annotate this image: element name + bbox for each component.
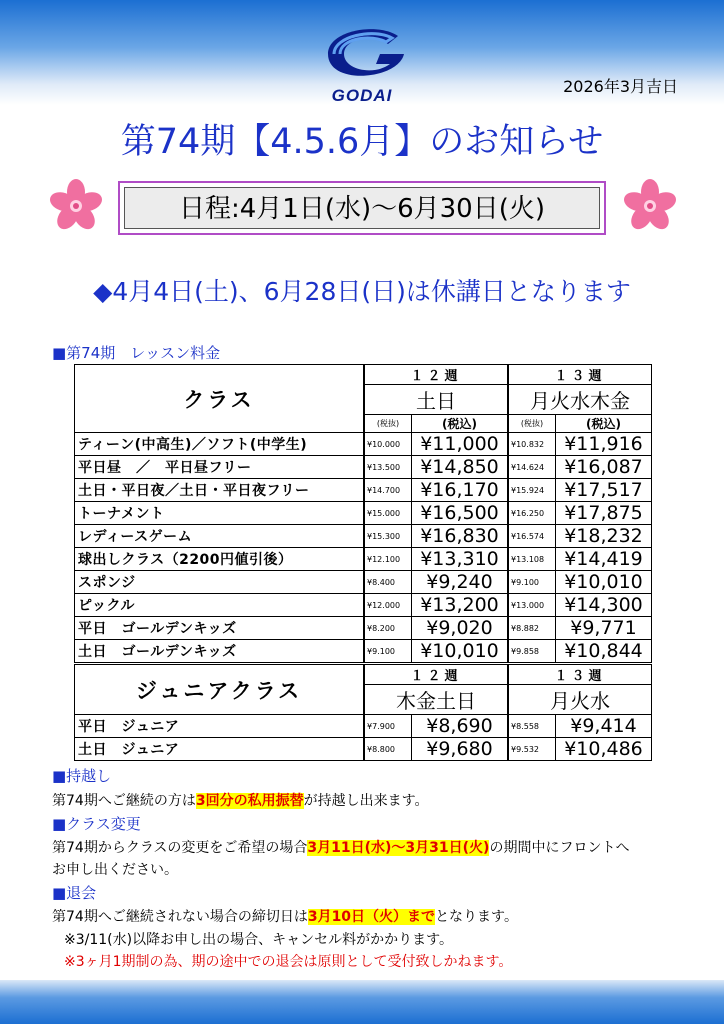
price-excl-tax: ¥10.832 — [508, 433, 556, 456]
tax-excluded-header: (税抜) — [364, 415, 412, 433]
carryover-heading: ■持越し — [52, 767, 112, 785]
price-excl-tax: ¥12.000 — [364, 594, 412, 617]
price-incl-tax: ¥10,844 — [556, 640, 652, 663]
table-row — [75, 617, 652, 640]
price-incl-tax: ¥16,087 — [556, 456, 652, 479]
schedule-text: 日程:4月1日(水)～6月30日(火) — [124, 187, 600, 229]
table-row — [75, 502, 652, 525]
price-excl-tax: ¥16.250 — [508, 502, 556, 525]
junior-fee-table — [74, 664, 652, 761]
price-excl-tax: ¥13.500 — [364, 456, 412, 479]
class-header: クラス — [75, 365, 365, 433]
price-incl-tax: ¥9,680 — [412, 738, 509, 761]
table-row — [75, 594, 652, 617]
table-row — [75, 571, 652, 594]
withdrawal-highlight: 3月10日（火）まで — [307, 909, 436, 925]
tax-included-header: (税込) — [412, 415, 509, 433]
class-name: 土日・平日夜／土日・平日夜フリー — [75, 479, 365, 502]
sakura-flower-icon — [48, 178, 104, 234]
class-change-highlight: 3月11日(水)～3月31日(火) — [307, 840, 490, 856]
price-incl-tax: ¥11,000 — [412, 433, 509, 456]
issue-date: 2026年3月吉日 — [563, 77, 678, 96]
price-excl-tax: ¥14.700 — [364, 479, 412, 502]
withdrawal-text-pre: 第74期へご継続されない場合の締切日は — [52, 909, 308, 925]
price-incl-tax: ¥16,500 — [412, 502, 509, 525]
class-name: 平日 ジュニア — [75, 715, 365, 738]
tax-included-header: (税込) — [556, 415, 652, 433]
price-excl-tax: ¥14.624 — [508, 456, 556, 479]
table-row — [75, 738, 652, 761]
price-excl-tax: ¥15.000 — [364, 502, 412, 525]
price-incl-tax: ¥14,300 — [556, 594, 652, 617]
class-name: 平日 ゴールデンキッズ — [75, 617, 365, 640]
class-change-heading: ■クラス変更 — [52, 815, 141, 833]
price-excl-tax: ¥8.200 — [364, 617, 412, 640]
class-name: 土日 ゴールデンキッズ — [75, 640, 365, 663]
withdrawal-text — [52, 906, 518, 926]
price-incl-tax: ¥13,200 — [412, 594, 509, 617]
table-row — [75, 525, 652, 548]
class-change-text-pre: 第74期からクラスの変更をご希望の場合 — [52, 840, 308, 856]
price-incl-tax: ¥10,010 — [556, 571, 652, 594]
price-incl-tax: ¥18,232 — [556, 525, 652, 548]
price-incl-tax: ¥9,414 — [556, 715, 652, 738]
days-header-1: 土日 — [364, 385, 508, 415]
lesson-fee-table — [74, 364, 652, 663]
table-row — [75, 433, 652, 456]
class-name: ピックル — [75, 594, 365, 617]
price-incl-tax: ¥16,830 — [412, 525, 509, 548]
carryover-text-pre: 第74期へご継続の方は — [52, 793, 196, 809]
logo-text: GODAI — [331, 86, 393, 105]
withdrawal-text-post: となります。 — [435, 909, 518, 925]
price-excl-tax: ¥12.100 — [364, 548, 412, 571]
price-excl-tax: ¥13.000 — [508, 594, 556, 617]
price-incl-tax: ¥11,916 — [556, 433, 652, 456]
carryover-text-post: が持越し出来ます。 — [303, 793, 429, 809]
weeks-header-1: １２週 — [364, 365, 508, 385]
bottom-gradient-band — [0, 980, 724, 1024]
class-name: レディースゲーム — [75, 525, 365, 548]
price-incl-tax: ¥16,170 — [412, 479, 509, 502]
schedule-box — [118, 181, 606, 235]
tax-excluded-header: (税抜) — [508, 415, 556, 433]
table-row — [75, 456, 652, 479]
price-excl-tax: ¥8.400 — [364, 571, 412, 594]
price-incl-tax: ¥10,010 — [412, 640, 509, 663]
price-incl-tax: ¥14,419 — [556, 548, 652, 571]
price-excl-tax: ¥8.882 — [508, 617, 556, 640]
price-excl-tax: ¥15.300 — [364, 525, 412, 548]
table-row — [75, 715, 652, 738]
price-excl-tax: ¥9.532 — [508, 738, 556, 761]
price-incl-tax: ¥9,020 — [412, 617, 509, 640]
fee-section-title: ■第74期 レッスン料金 — [52, 344, 221, 362]
price-incl-tax: ¥17,875 — [556, 502, 652, 525]
price-excl-tax: ¥16.574 — [508, 525, 556, 548]
class-name: 土日 ジュニア — [75, 738, 365, 761]
class-name: スポンジ — [75, 571, 365, 594]
weeks-header-2: １３週 — [508, 365, 652, 385]
sakura-flower-icon — [622, 178, 678, 234]
class-name: トーナメント — [75, 502, 365, 525]
junior-class-header: ジュニアクラス — [75, 665, 365, 715]
page-title: 第74期【4.5.6月】のお知らせ — [120, 122, 604, 162]
price-incl-tax: ¥17,517 — [556, 479, 652, 502]
class-change-text-post: の期間中にフロントへ — [489, 840, 630, 856]
class-name: ティーン(中高生)／ソフト(中学生) — [75, 433, 365, 456]
carryover-text — [52, 790, 428, 810]
price-excl-tax: ¥13.108 — [508, 548, 556, 571]
table-row — [75, 640, 652, 663]
withdrawal-note-fee: ※3/11(水)以降お申し出の場合、キャンセル料がかかります。 — [64, 932, 453, 948]
price-excl-tax: ¥9.100 — [364, 640, 412, 663]
withdrawal-heading: ■退会 — [52, 884, 97, 902]
price-incl-tax: ¥9,771 — [556, 617, 652, 640]
price-excl-tax: ¥8.800 — [364, 738, 412, 761]
carryover-highlight: 3回分の私用振替 — [195, 793, 304, 809]
price-incl-tax: ¥14,850 — [412, 456, 509, 479]
price-incl-tax: ¥13,310 — [412, 548, 509, 571]
days-header-2: 月火水 — [508, 685, 652, 715]
logo-icon — [318, 18, 406, 90]
table-row — [75, 479, 652, 502]
table-row — [75, 548, 652, 571]
price-excl-tax: ¥9.100 — [508, 571, 556, 594]
days-header-1: 木金土日 — [364, 685, 508, 715]
price-excl-tax: ¥8.558 — [508, 715, 556, 738]
days-header-2: 月火水木金 — [508, 385, 652, 415]
price-excl-tax: ¥9.858 — [508, 640, 556, 663]
weeks-header-2: １３週 — [508, 665, 652, 685]
price-incl-tax: ¥10,486 — [556, 738, 652, 761]
price-incl-tax: ¥9,240 — [412, 571, 509, 594]
holiday-notice: ◆4月4日(土)、6月28日(日)は休講日となります — [93, 277, 631, 306]
withdrawal-note-policy: ※3ヶ月1期制の為、期の途中での退会は原則として受付致しかねます。 — [64, 954, 513, 970]
weeks-header-1: １２週 — [364, 665, 508, 685]
price-incl-tax: ¥8,690 — [412, 715, 509, 738]
price-excl-tax: ¥7.900 — [364, 715, 412, 738]
class-name: 平日昼 ／ 平日昼フリー — [75, 456, 365, 479]
class-change-text-line2: お申し出ください。 — [52, 862, 178, 878]
price-excl-tax: ¥15.924 — [508, 479, 556, 502]
price-excl-tax: ¥10.000 — [364, 433, 412, 456]
class-change-text — [52, 837, 629, 857]
class-name: 球出しクラス（2200円値引後） — [75, 548, 365, 571]
